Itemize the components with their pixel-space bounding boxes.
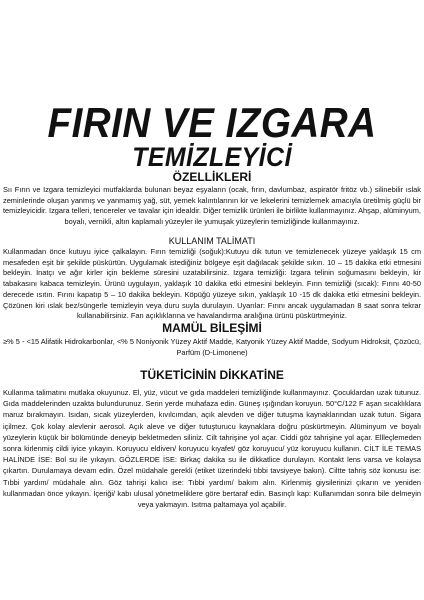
features-text: Sıı Fırın ve Izgara temizleyici mutfaklarda bulunan beyaz eşyaların (ocak, fırın, davlumbaz, aspiratör fritöz vb.) silinebilir ıslak zeminlerinde oluşan yanmış ve yanmamış yağ, süt, yemek kalıntılarının kir ve lekelerini temizlemek amacıyla üretilmiş güçlü bir temizleyicidir. Izgara telleri, tencereler ve tavalar için idealdir. Diğer temizlik ürünleri ile birlikte kullanmayınız. Ahşap, alüminyum, boyalı, vernikli, altın kaplamalı yüzeyler ile yumuşak yüzeylerin temizliğinde kullanmayınız. bbox=[3, 185, 421, 227]
composition-text: ≥% 5 - <15 Alifatik Hidrokarbonlar, <% 5 Noniyonik Yüzey Aktif Madde, Katyonik Yüzey Aktif Madde, Sodyum Hidroksit, Çözücü, Parfüm (D-Limonene) bbox=[3, 337, 421, 357]
warnings-heading: TÜKETİCİNİN DİKKATİNE bbox=[140, 368, 284, 382]
usage-text: Kullanmadan önce kutuyu iyice çalkalayın. Fırın temizliği (soğuk):Kutuyu dik tutun ve temizlenecek yüzeye yaklaşık 15 cm mesafeden eşit bir şekilde püskürtün. Uygulamak istediğiniz bölgeye eşit dağılacak şekilde sıkın. 10 – 15 dakika etki etmesini bekleyin. İnatçı ve ağır kirler için bekleme süresini uzatabilirsiniz. Izgara temizliği: Izgara telinin soğumasını bekleyin, kir tabakasını kabaca temizleyin. Ürünü uygulayın, yaklaşık 10 dakika etki etmesini bekleyin. Fırın temizliği (sıcak): Fırını 40-50 derecede ısıtın. Fırını kapatıp 5 – 10 dakika bekleyin. Köpüğü yüzeye sıkın, yaklaşık 10 -15 dk dakika etki etmesini bekleyin. Çözünen kiri ıslak bez/süngerle temizleyin veya duru suyla durulayın. Uyarılar: Fırını ancak uygulamadan 8 saat sonra tekrar kullanabilirsiniz. Fan açıklıklarına ve havalandırma aralığına ürünü püskürtmeyiniz. bbox=[3, 247, 421, 321]
product-title-line2: TEMİZLEYİCİ bbox=[132, 142, 292, 172]
features-heading: ÖZELLİKLERİ bbox=[172, 170, 252, 184]
product-title-line1: FIRIN VE IZGARA bbox=[47, 99, 377, 146]
warnings-text: Kullanma talimatını mutlaka okuyunuz. El, yüz, vücut ve gıda maddeleri temizliğinde kullanmayınız. Çocuklardan uzak tutunuz. Gıda maddelerinden uzakta bulundurunuz. Serin yerde muhafaza edin. Güneş ışığından koruyun. 50°C/122 F aşan sıcaklıklara maruz bırakmayın. Isıdan, sıcak yüzeylerden, kıvılcımdan, açık alevden ve diğer tutuşma kaynaklarından uzak tutun. Sigara içilmez. Çok kolay alevlenir aerosol. Açık aleve ve diğer tutuşturucu kaynaklara doğru püskürtmeyin. Alüminyum ve boyalı yüzeylerin küçük bir bölümünde deneyip bekletmeden siliniz. Cilt tahrişine yol açar. Ciddi göz tahrişine yol açar. Ellleçlemeden sonra kirlenmiş cildi iyice yıkayın. Koruyucu eldiven/ koruyucu kıyafet/ göz koruyucu/ yüz koruyucu kullanın. CİLT İLE TEMAS HALİNDE İSE: Bol su ile yıkayın. GÖZLERDE İSE: Birkaç dakika su ile dikkatlice durulayın. Kontakt lens varsa ve kolaysa çıkartın. Durulamaya devam edin. Özel müdahale gerekli (etiket üzerindeki tıbbi tavsiyeye bakın). Ciltte tahriş söz konusu ise: Tıbbi yardım/ müdahale alın. Göz tahrişi kalıcı ise: Tıbbi yardım/ bakım alın. Kirlenmiş giysilerinizi çıkarın ve yeniden kullanmadan önce yıkayın. İçeriği/ kabı ulusal yönetmeliklere göre bertaraf edin. Basınçlı kap: Kullanımdan sonra bile delmeyin veya yakmayın. Isıtma paltamaya yol açabilir. bbox=[3, 388, 421, 510]
usage-heading: KULLANIM TALİMATI bbox=[168, 236, 256, 246]
composition-heading: MAMÜL BİLEŞİMİ bbox=[162, 321, 262, 335]
